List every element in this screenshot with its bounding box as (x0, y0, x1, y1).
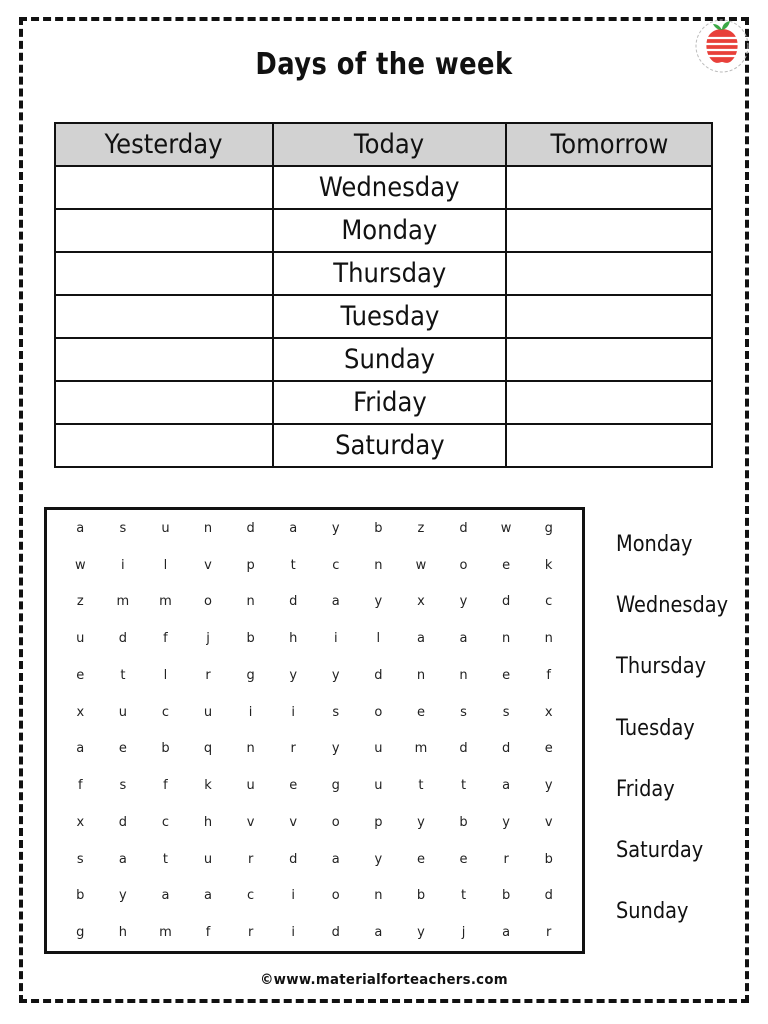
grid-letter[interactable]: o (459, 557, 468, 573)
yesterday-cell[interactable] (55, 252, 273, 295)
grid-letter[interactable]: d (118, 814, 127, 830)
grid-letter[interactable]: s (502, 704, 510, 720)
grid-letter[interactable]: a (204, 888, 213, 904)
grid-letter[interactable]: f (163, 631, 168, 647)
tomorrow-cell[interactable] (506, 295, 712, 338)
grid-letter[interactable]: d (501, 594, 511, 610)
grid-letter[interactable]: u (161, 520, 170, 536)
grid-letter[interactable]: c (332, 557, 340, 573)
grid-letter[interactable]: g (331, 778, 340, 794)
grid-letter[interactable]: c (545, 594, 553, 610)
grid-letter[interactable]: s (119, 778, 127, 794)
grid-letter[interactable]: r (503, 851, 509, 867)
word-list (616, 532, 756, 960)
table-row (55, 166, 712, 209)
grid-letter[interactable]: y (544, 778, 553, 794)
grid-letter[interactable]: c (247, 888, 255, 904)
grid-letter[interactable]: a (416, 631, 425, 647)
grid-letter[interactable]: o (331, 888, 340, 904)
grid-letter[interactable]: u (118, 704, 127, 720)
tomorrow-cell[interactable] (506, 338, 712, 381)
grid-letter[interactable]: f (546, 667, 551, 683)
grid-letter[interactable]: d (289, 851, 298, 867)
grid-letter[interactable]: p (246, 557, 255, 573)
grid-letter[interactable]: y (502, 814, 510, 830)
grid-letter[interactable]: o (331, 814, 340, 830)
word-list-item: Tuesday (616, 715, 695, 741)
grid-letter[interactable]: u (203, 704, 213, 720)
grid-letter[interactable]: k (204, 778, 212, 794)
grid-letter[interactable]: b (416, 888, 426, 904)
grid-letter[interactable]: v (544, 814, 553, 830)
grid-letter[interactable]: y (459, 594, 468, 610)
grid-letter[interactable]: r (546, 925, 552, 941)
grid-letter[interactable]: x (76, 814, 85, 830)
grid-letter[interactable]: e (502, 557, 511, 573)
grid-letter[interactable]: a (331, 594, 340, 610)
grid-letter[interactable]: t (418, 778, 424, 794)
grid-letter[interactable]: x (76, 704, 85, 720)
grid-letter[interactable]: x (417, 594, 425, 610)
grid-letter[interactable]: n (501, 631, 511, 647)
letter-grid (47, 510, 582, 951)
grid-letter[interactable]: i (333, 631, 338, 647)
grid-letter[interactable]: y (417, 814, 425, 830)
grid-letter[interactable]: y (331, 667, 340, 683)
today-cell: Sunday (273, 338, 506, 381)
grid-letter[interactable]: y (331, 741, 340, 757)
grid-letter[interactable]: d (246, 520, 255, 536)
yesterday-cell[interactable] (55, 209, 273, 252)
grid-letter[interactable]: d (501, 741, 511, 757)
table-row (55, 338, 712, 381)
grid-letter[interactable]: b (459, 814, 468, 830)
grid-letter[interactable]: y (417, 925, 425, 941)
grid-letter[interactable]: a (289, 520, 298, 536)
grid-letter[interactable]: a (459, 631, 468, 647)
grid-letter[interactable]: y (374, 594, 383, 610)
grid-letter[interactable]: r (290, 741, 296, 757)
grid-letter[interactable]: a (331, 851, 340, 867)
grid-letter[interactable]: a (161, 888, 170, 904)
grid-letter[interactable]: n (246, 594, 255, 610)
grid-letter[interactable]: a (118, 851, 127, 867)
grid-letter[interactable]: i (291, 704, 295, 720)
grid-letter[interactable]: z (417, 520, 425, 536)
header-yesterday: Yesterday (55, 123, 273, 166)
yesterday-cell[interactable] (55, 381, 273, 424)
grid-letter[interactable]: h (203, 814, 213, 830)
grid-letter[interactable]: b (246, 631, 255, 647)
apple-logo-icon (694, 16, 750, 74)
table-row (55, 381, 712, 424)
grid-letter[interactable]: f (163, 778, 168, 794)
today-cell: Wednesday (273, 166, 506, 209)
grid-letter[interactable]: r (247, 851, 254, 867)
word-list-item: Friday (616, 776, 675, 802)
grid-letter[interactable]: l (163, 667, 168, 683)
grid-letter[interactable]: r (205, 667, 211, 683)
grid-letter[interactable]: g (544, 520, 553, 536)
grid-letter[interactable]: m (414, 741, 428, 757)
word-list-item: Wednesday (616, 593, 729, 619)
table-row (55, 252, 712, 295)
grid-letter[interactable]: z (76, 594, 84, 610)
word-search-grid (44, 507, 585, 954)
grid-letter[interactable]: s (332, 704, 340, 720)
grid-letter[interactable]: d (544, 888, 553, 904)
grid-letter[interactable]: m (159, 594, 172, 610)
grid-letter[interactable]: w (415, 557, 427, 573)
grid-letter[interactable]: s (119, 520, 127, 536)
grid-letter[interactable]: e (416, 851, 425, 867)
yesterday-cell[interactable] (55, 166, 273, 209)
grid-letter[interactable]: d (459, 520, 468, 536)
grid-letter[interactable]: i (121, 557, 125, 573)
grid-letter[interactable]: n (246, 741, 255, 757)
grid-letter[interactable]: t (290, 557, 296, 573)
grid-letter[interactable]: t (460, 888, 467, 904)
grid-letter[interactable]: n (203, 520, 213, 536)
grid-letter[interactable]: u (203, 851, 213, 867)
table-row (55, 209, 712, 252)
header-today: Today (273, 123, 506, 166)
grid-letter[interactable]: b (374, 520, 383, 536)
grid-letter[interactable]: c (161, 814, 170, 830)
grid-letter[interactable]: g (76, 925, 85, 941)
grid-letter[interactable]: e (544, 741, 553, 757)
grid-letter[interactable]: r (247, 925, 254, 941)
grid-letter[interactable]: t (162, 851, 168, 867)
grid-letter[interactable]: w (74, 557, 86, 573)
grid-letter[interactable]: u (374, 778, 383, 794)
grid-letter[interactable]: e (502, 667, 511, 683)
grid-letter[interactable]: j (461, 925, 466, 941)
grid-letter[interactable]: n (544, 631, 553, 647)
grid-letter[interactable]: o (374, 704, 383, 720)
grid-letter[interactable]: e (416, 704, 425, 720)
grid-letter[interactable]: x (544, 704, 553, 720)
grid-letter[interactable]: d (459, 741, 468, 757)
grid-letter[interactable]: k (544, 557, 553, 573)
grid-letter[interactable]: e (118, 741, 127, 757)
grid-letter[interactable]: h (118, 925, 127, 941)
grid-letter[interactable]: e (76, 667, 85, 683)
grid-letter[interactable]: y (289, 667, 298, 683)
grid-letter[interactable]: b (501, 888, 511, 904)
tomorrow-cell[interactable] (506, 381, 712, 424)
tomorrow-cell[interactable] (506, 209, 712, 252)
grid-letter[interactable]: i (291, 925, 295, 941)
word-list-item: Thursday (616, 654, 707, 680)
grid-letter[interactable]: b (76, 888, 85, 904)
grid-letter[interactable]: m (159, 925, 172, 941)
grid-letter[interactable]: o (204, 594, 213, 610)
today-cell: Friday (273, 381, 506, 424)
grid-letter[interactable]: u (76, 631, 85, 647)
grid-letter[interactable]: c (161, 704, 170, 720)
grid-letter[interactable]: w (500, 520, 512, 536)
today-cell: Tuesday (273, 295, 506, 338)
yesterday-cell[interactable] (55, 295, 273, 338)
grid-letter[interactable]: h (289, 631, 298, 647)
grid-letter[interactable]: d (374, 667, 383, 683)
grid-letter[interactable]: a (76, 741, 85, 757)
copyright-footer: ©www.materialforteachers.com (260, 972, 508, 988)
grid-letter[interactable]: d (118, 631, 127, 647)
grid-letter[interactable]: y (331, 520, 340, 536)
tomorrow-cell[interactable] (506, 166, 712, 209)
grid-letter[interactable]: m (116, 594, 130, 610)
word-list-item: Monday (616, 532, 693, 557)
grid-letter[interactable]: q (203, 741, 213, 757)
grid-letter[interactable]: y (119, 888, 127, 904)
grid-letter[interactable]: t (120, 667, 126, 683)
grid-letter[interactable]: a (76, 520, 85, 536)
grid-letter[interactable]: u (374, 741, 383, 757)
header-tomorrow: Tomorrow (506, 123, 712, 166)
grid-letter[interactable]: v (289, 814, 298, 830)
grid-letter[interactable]: p (374, 814, 383, 830)
grid-letter[interactable]: e (289, 778, 298, 794)
grid-letter[interactable]: b (544, 851, 553, 867)
table-header-row (55, 123, 712, 166)
grid-letter[interactable]: a (374, 925, 383, 941)
tomorrow-cell[interactable] (506, 424, 712, 467)
table-row (55, 295, 712, 338)
grid-letter[interactable]: v (246, 814, 255, 830)
grid-letter[interactable]: n (374, 888, 383, 904)
grid-letter[interactable]: d (289, 594, 298, 610)
grid-letter[interactable]: i (291, 888, 295, 904)
grid-letter[interactable]: y (374, 851, 383, 867)
today-cell: Thursday (273, 252, 506, 295)
grid-letter[interactable]: s (76, 851, 84, 867)
grid-letter[interactable]: i (248, 704, 253, 720)
grid-letter[interactable]: n (416, 667, 426, 683)
grid-letter[interactable]: s (460, 704, 467, 720)
grid-letter[interactable]: e (459, 851, 468, 867)
grid-letter[interactable]: j (206, 631, 210, 647)
grid-letter[interactable]: u (246, 778, 255, 794)
grid-letter[interactable]: f (205, 925, 211, 941)
grid-letter[interactable]: d (331, 925, 340, 941)
grid-letter[interactable]: a (502, 925, 511, 941)
grid-letter[interactable]: n (374, 557, 383, 573)
yesterday-cell[interactable] (55, 424, 273, 467)
today-cell: Monday (273, 209, 506, 252)
grid-letter[interactable]: g (246, 667, 255, 683)
grid-letter[interactable]: n (459, 667, 468, 683)
days-table (54, 122, 713, 468)
grid-letter[interactable]: a (502, 778, 511, 794)
page-title: Days of the week (255, 47, 513, 82)
grid-letter[interactable]: l (376, 631, 381, 647)
grid-letter[interactable]: l (163, 557, 168, 573)
grid-letter[interactable]: b (161, 741, 170, 757)
grid-letter[interactable]: v (204, 557, 212, 573)
word-list-item: Saturday (616, 837, 704, 863)
grid-letter[interactable]: t (460, 778, 467, 794)
grid-letter[interactable]: f (78, 778, 83, 794)
word-list-item: Sunday (616, 899, 689, 925)
yesterday-cell[interactable] (55, 338, 273, 381)
today-cell: Saturday (273, 424, 506, 467)
table-row (55, 424, 712, 467)
tomorrow-cell[interactable] (506, 252, 712, 295)
